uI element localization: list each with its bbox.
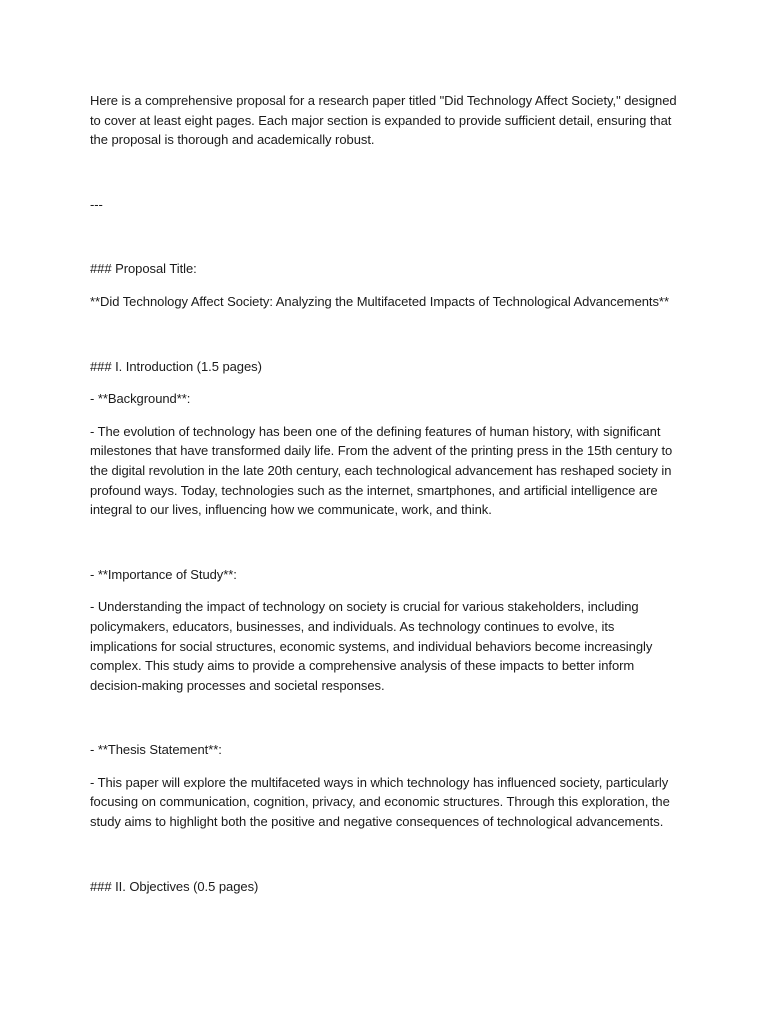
document-body: [90, 91, 680, 896]
background-label: - **Background**:: [90, 391, 191, 407]
section-heading-objectives: ### II. Objectives (0.5 pages): [90, 878, 259, 894]
section-heading-introduction: ### I. Introduction (1.5 pages): [90, 358, 262, 374]
spacer: [90, 695, 680, 740]
intro-paragraph: Here is a comprehensive proposal for a research paper titled "Did Technology Affect Society," designed to cover at least eight pages. Each major section is expanded to provide sufficient detail, ensuring that the proposal is thorough and academically robust.: [90, 93, 681, 148]
importance-label: - **Importance of Study**:: [90, 566, 237, 582]
spacer: [90, 279, 680, 292]
importance-paragraph: - Understanding the impact of technology on society is crucial for various stakeholders, including policymakers, educators, businesses, and individuals. As technology continues to evolve, its implications for social structures, economic systems, and individual behaviors become increasingly complex. This study aims to provide a comprehensive analysis of these impacts to better inform decision-making processes and societal responses.: [90, 599, 656, 693]
spacer: [90, 376, 680, 389]
spacer: [90, 584, 680, 597]
spacer: [90, 150, 680, 195]
thesis-label: - **Thesis Statement**:: [90, 742, 222, 758]
spacer: [90, 832, 680, 877]
background-paragraph: - The evolution of technology has been one of the defining features of human history, with significant milestones that have transformed daily life. From the advent of the printing press in the 15th century to the digital revolution in the late 20th century, each technological advancement has reshaped society in profound ways. Today, technologies such as the internet, smartphones, and artificial intelligence are integral to our lives, influencing how we communicate, work, and think.: [90, 423, 676, 518]
spacer: [90, 312, 680, 357]
spacer: [90, 409, 680, 422]
proposal-title: **Did Technology Affect Society: Analyzing the Multifaceted Impacts of Technological Advancements**: [90, 293, 669, 309]
proposal-title-heading: ### Proposal Title:: [90, 261, 197, 277]
thesis-paragraph: - This paper will explore the multifaceted ways in which technology has influenced society, particularly focusing on communication, cognition, privacy, and economic structures. Through this exploration, the study aims to highlight both the positive and negative consequences of technological advancements.: [90, 774, 674, 830]
spacer: [90, 520, 680, 565]
spacer: [90, 760, 680, 773]
spacer: [90, 214, 680, 259]
separator-line: ---: [90, 196, 103, 212]
